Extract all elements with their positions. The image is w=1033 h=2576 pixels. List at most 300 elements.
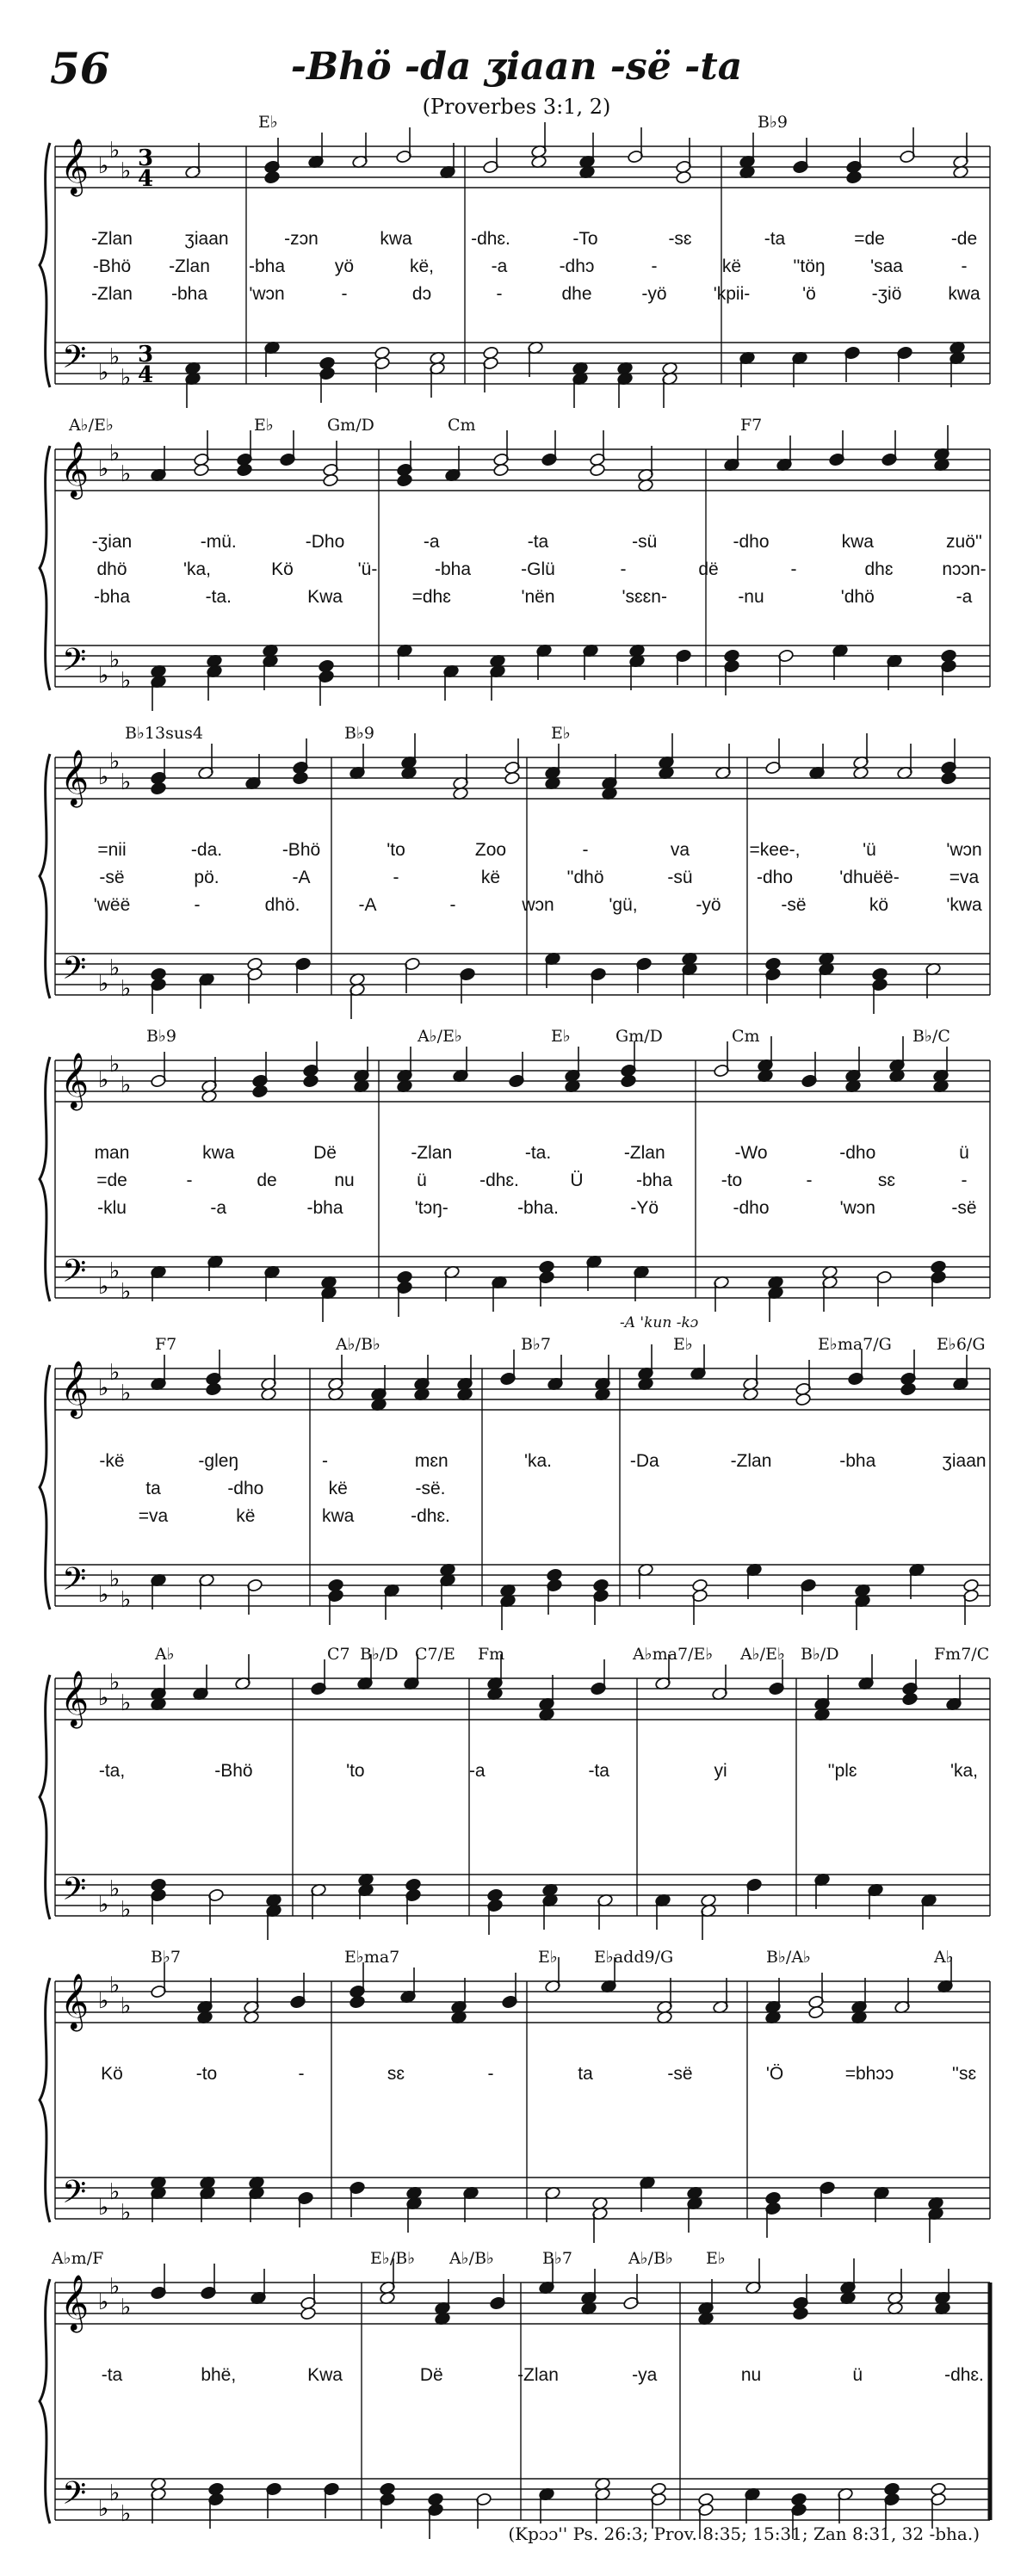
lyric-syllable: 'kpii- — [713, 284, 751, 304]
lyric-syllable: -Zlan — [411, 1143, 453, 1163]
lyric-syllable: man — [94, 1143, 130, 1163]
lyric-syllable: mɛn — [414, 1451, 448, 1471]
lyric-syllable: - — [194, 895, 201, 915]
lyric-syllable: =va — [138, 1506, 169, 1526]
lyric-syllable: =va — [949, 868, 980, 887]
key-signature-flat: ♭ — [121, 158, 132, 184]
lyric-syllable: -klu — [97, 1198, 127, 1218]
key-signature-flat: ♭ — [121, 2295, 132, 2320]
bass-clef-icon: 𝄢 — [62, 1253, 87, 1297]
lyric-syllable: -To — [572, 229, 598, 249]
chord-symbol: A♭ — [155, 1645, 175, 1664]
lyric-syllable: dhö — [96, 559, 127, 579]
lyric-syllable: =dhɛ — [411, 587, 451, 607]
lyric-syllable: ''dhö — [566, 868, 604, 887]
note-group — [150, 1962, 306, 2024]
lyric-syllable: Zoo — [474, 840, 507, 860]
note-group — [764, 1957, 953, 2024]
treble-clef-icon: 𝄞 — [60, 139, 90, 195]
lyric-syllable: 'tɔŋ- — [414, 1198, 448, 1218]
lyric-syllable: kwa — [841, 532, 874, 552]
lyric-syllable: Ü — [570, 1171, 584, 1190]
lyric-syllable: 'ka. — [523, 1451, 553, 1471]
chord-symbol: E♭ — [551, 1027, 571, 1046]
chord-symbol: B♭9 — [146, 1027, 177, 1046]
note-group — [327, 1355, 473, 1412]
note-group — [310, 1873, 421, 1924]
note-group — [739, 127, 968, 184]
lyric-syllable: 'saa — [870, 256, 903, 276]
chord-symbol: A♭/E♭ — [69, 416, 114, 435]
note-head — [792, 2307, 808, 2320]
note-head — [492, 463, 509, 477]
note-head — [589, 463, 605, 477]
system-brace — [40, 2279, 50, 2523]
key-signature-flat: ♭ — [98, 1685, 109, 1711]
key-signature-flat: ♭ — [98, 360, 109, 386]
lyric-syllable: -Bhö — [214, 1761, 253, 1781]
note-group — [482, 341, 677, 408]
note-group — [327, 1563, 455, 1625]
note-group — [349, 2181, 479, 2233]
lyric-syllable: 'ka, — [949, 1761, 979, 1781]
note-group — [764, 733, 956, 785]
lyric-syllable: -ta, — [98, 1761, 126, 1781]
chord-symbol: E♭ — [254, 416, 274, 435]
note-group — [544, 952, 697, 1004]
key-signature-flat: ♭ — [121, 2200, 132, 2226]
lyric-syllable: -bha — [93, 587, 131, 607]
note-group — [482, 122, 691, 184]
note-head — [807, 2005, 824, 2019]
lyric-syllable: kwa — [321, 1506, 355, 1526]
lyric-syllable: 'gü, — [609, 895, 638, 915]
bass-staff — [55, 1565, 990, 1606]
bass-clef-icon: 𝄢 — [62, 950, 87, 994]
lyric-syllable: -A — [358, 895, 377, 915]
chord-symbol: A♭ma7/E♭ — [633, 1645, 714, 1664]
note-group — [150, 430, 338, 487]
chord-symbol: A♭/B♭ — [336, 1335, 381, 1354]
lyric-syllable: -Zlan — [91, 229, 133, 249]
key-signature-flat: ♭ — [98, 764, 109, 790]
lyric-syllable: - — [487, 2064, 494, 2084]
note-head — [322, 473, 338, 487]
note-group — [654, 1878, 762, 1940]
lyric-syllable: - — [322, 1451, 328, 1471]
note-group — [150, 1041, 369, 1103]
note-group — [150, 738, 308, 795]
bass-staff — [55, 2479, 990, 2520]
lyric-syllable: -ta — [588, 1761, 609, 1781]
chord-symbol: Gm/D — [327, 416, 374, 435]
lyric-syllable: yö — [334, 256, 355, 276]
note-head — [205, 1382, 221, 1396]
lyric-syllable: -ʒiö — [871, 284, 902, 304]
lyric-syllable: kë — [236, 1506, 256, 1526]
lyric-syllable: =nii — [97, 840, 127, 860]
note-group — [764, 952, 941, 1014]
lyric-syllable: -së — [951, 1198, 977, 1218]
key-signature-flat: ♭ — [109, 1258, 121, 1284]
note-group — [396, 430, 653, 492]
key-signature-flat: ♭ — [109, 2179, 121, 2205]
lyric-syllable: 'dhö — [840, 587, 875, 607]
lyric-syllable: -Bhö — [92, 256, 132, 276]
note-head — [302, 1074, 319, 1088]
chord-symbol: E♭ma7/G — [818, 1335, 892, 1354]
bass-clef-icon: 𝄢 — [62, 339, 87, 383]
lyric-syllable: -bha — [839, 1451, 876, 1471]
hymn-title: -Bhö -da ʒiaan -së -ta — [290, 45, 743, 89]
lyric-syllable: -bha — [170, 284, 208, 304]
lyric-syllable: -Zlan — [623, 1143, 665, 1163]
chord-symbol: B♭9 — [344, 724, 375, 743]
note-group — [263, 127, 455, 184]
lyric-syllable: =kee-, — [749, 840, 801, 860]
key-signature-flat: ♭ — [98, 1582, 109, 1608]
key-signature-flat: ♭ — [98, 971, 109, 997]
chord-symbol: E♭ — [538, 1948, 558, 1967]
note-head — [675, 170, 691, 184]
key-signature-flat: ♭ — [109, 1973, 121, 1998]
lyric-syllable: kë — [721, 256, 742, 276]
key-signature-flat: ♭ — [121, 1993, 132, 2019]
lyric-syllable: - — [449, 895, 456, 915]
treble-clef-icon: 𝄞 — [60, 2275, 90, 2331]
key-signature-flat: ♭ — [109, 344, 121, 370]
bass-clef-icon: 𝄢 — [62, 1871, 87, 1915]
scripture-reference: (Proverbes 3:1, 2) — [422, 95, 611, 119]
system-brace — [40, 143, 50, 387]
chord-symbol: A♭/E♭ — [418, 1027, 462, 1046]
note-head — [292, 771, 308, 785]
key-signature-flat: ♭ — [109, 441, 121, 466]
lyric-syllable: ta — [578, 2064, 593, 2084]
note-head — [193, 463, 209, 477]
lyric-syllable: kwa — [202, 1143, 235, 1163]
note-head — [901, 1692, 918, 1706]
lyric-syllable: -Zlan — [730, 1451, 772, 1471]
chord-symbol: E♭ — [706, 2249, 726, 2268]
key-signature-flat: ♭ — [121, 365, 132, 391]
lyric-syllable: -a — [956, 587, 973, 607]
lyric-syllable: -sɛ — [668, 229, 692, 249]
chord-symbol: Cm — [448, 416, 476, 435]
key-signature-flat: ♭ — [121, 2501, 132, 2527]
section-mark: -A 'kun -kɔ — [620, 1314, 699, 1331]
note-group — [499, 1350, 610, 1401]
note-group — [723, 644, 956, 695]
lyric-syllable: 'wɔn — [946, 840, 982, 860]
note-group — [544, 1957, 728, 2024]
lyric-syllable: Kö — [271, 559, 294, 579]
chord-symbol: Cm — [732, 1027, 760, 1046]
key-signature-flat: ♭ — [121, 769, 132, 795]
lyric-syllable: -dho — [733, 532, 770, 552]
bass-staff — [55, 646, 990, 687]
chord-symbol: C7/E — [415, 1645, 455, 1664]
lyric-syllable: - — [620, 559, 627, 579]
lyric-syllable: -bha — [635, 1171, 673, 1190]
lyric-syllable: -ta — [527, 532, 549, 552]
key-signature-flat: ♭ — [121, 1279, 132, 1305]
chord-symbol: E♭6/G — [937, 1335, 986, 1354]
lyric-syllable: - — [806, 1171, 813, 1190]
chord-symbol: B♭13sus4 — [125, 724, 203, 743]
treble-clef-icon: 𝄞 — [60, 1671, 90, 1727]
note-group — [150, 1350, 276, 1401]
lyric-syllable: 'wɔn — [839, 1198, 875, 1218]
note-head — [396, 473, 412, 487]
lyric-syllable: nɔɔn- — [942, 559, 987, 579]
note-group — [764, 2181, 943, 2243]
key-signature-flat: ♭ — [109, 1360, 121, 1386]
chord-symbol: E♭ — [551, 724, 571, 743]
lyric-syllable: -mü. — [200, 532, 237, 552]
lyric-syllable: -ta — [101, 2365, 123, 2385]
lyric-syllable: -ya — [632, 2365, 658, 2385]
lyric-syllable: 'ü- — [357, 559, 378, 579]
lyric-syllable: -bha — [306, 1198, 343, 1218]
bass-clef-icon: 𝄢 — [62, 1561, 87, 1605]
lyric-syllable: ''sɛ — [951, 2064, 977, 2084]
hymn-number: 56 — [50, 43, 110, 94]
lyric-syllable: 'nën — [521, 587, 555, 607]
lyric-syllable: Dë — [313, 1143, 337, 1163]
lyric-syllable: - — [651, 256, 658, 276]
lyric-syllable: -yö — [641, 284, 667, 304]
chord-symbol: A♭/B♭ — [449, 2249, 495, 2268]
note-group — [813, 1654, 962, 1721]
lyric-syllable: - — [961, 1171, 968, 1190]
key-signature-flat: ♭ — [98, 663, 109, 689]
bass-clef-icon: 𝄢 — [62, 2475, 87, 2519]
note-head — [150, 781, 166, 795]
key-signature-flat: ♭ — [109, 749, 121, 775]
chord-symbol: A♭/B♭ — [628, 2249, 674, 2268]
note-head — [795, 1393, 811, 1406]
key-signature-flat: ♭ — [109, 1052, 121, 1078]
lyric-syllable: 'Ö — [765, 2064, 784, 2084]
key-signature-flat: ♭ — [121, 1587, 132, 1613]
lyric-syllable: - — [298, 2064, 305, 2084]
note-group — [739, 341, 965, 387]
chord-symbol: B♭/A♭ — [766, 1948, 812, 1967]
treble-staff — [55, 1368, 990, 1410]
chord-symbol: B♭/D — [801, 1645, 839, 1664]
chord-symbol: C7 — [327, 1645, 350, 1664]
lyric-syllable: -a — [210, 1198, 227, 1218]
lyric-syllable: -dhɛ. — [471, 229, 510, 249]
lyric-syllable: dhö. — [264, 895, 300, 915]
lyric-syllable: -sü — [632, 532, 658, 552]
lyric-syllable: sɛ — [387, 2064, 405, 2084]
lyric-syllable: -dho — [733, 1198, 770, 1218]
lyric-syllable: Kwa — [307, 2365, 343, 2385]
lyric-syllable: -A — [292, 868, 311, 887]
note-group — [150, 2264, 316, 2320]
time-signature-top: 3 — [138, 145, 154, 171]
bass-staff — [55, 1875, 990, 1916]
key-signature-flat: ♭ — [98, 1375, 109, 1401]
note-group — [150, 2477, 339, 2529]
chord-symbol: Gm/D — [615, 1027, 663, 1046]
note-group — [486, 1654, 606, 1721]
system-brace — [40, 446, 50, 690]
chord-symbol: A♭ — [934, 1948, 954, 1967]
treble-staff — [55, 1678, 990, 1720]
lyric-syllable: 'dhuëë- — [839, 868, 900, 887]
lyric-syllable: - — [790, 559, 797, 579]
key-signature-flat: ♭ — [109, 1670, 121, 1696]
note-group — [349, 1962, 517, 2024]
time-signature-top: 3 — [138, 342, 154, 368]
lyric-syllable: - — [341, 284, 348, 304]
lyric-syllable: kë — [328, 1479, 348, 1498]
note-group — [150, 2176, 313, 2227]
lyric-syllable: zuö'' — [946, 532, 982, 552]
system-brace — [40, 754, 50, 998]
key-signature-flat: ♭ — [109, 1566, 121, 1592]
key-signature-flat: ♭ — [109, 2274, 121, 2300]
lyric-syllable: -da. — [190, 840, 223, 860]
note-group — [697, 2258, 950, 2326]
lyric-syllable: -a — [423, 532, 440, 552]
key-signature-flat: ♭ — [98, 2496, 109, 2522]
chord-symbol: B♭7 — [521, 1335, 552, 1354]
note-group — [544, 2176, 702, 2243]
lyric-syllable: - — [496, 284, 503, 304]
chord-symbol: A♭m/F — [52, 2249, 104, 2268]
lyric-syllable: kwa — [948, 284, 980, 304]
lyric-syllable: dɔ — [411, 284, 432, 304]
key-signature-flat: ♭ — [121, 1690, 132, 1716]
bass-clef-icon: 𝄢 — [62, 2174, 87, 2218]
lyric-syllable: ʒiaan — [184, 229, 229, 249]
lyric-syllable: pö. — [194, 868, 220, 887]
lyric-syllable: -kë — [99, 1451, 125, 1471]
lyric-syllable: -nu — [738, 587, 764, 607]
lyric-syllable: -Yö — [630, 1198, 659, 1218]
lyric-syllable: 'to — [387, 840, 405, 860]
chord-symbol: B♭/C — [912, 1027, 950, 1046]
time-signature-bottom: 4 — [138, 166, 154, 192]
lyric-syllable: -dho — [756, 868, 794, 887]
lyric-syllable: -së. — [415, 1479, 446, 1498]
note-head — [620, 1074, 636, 1088]
lyric-syllable: bhë, — [201, 2365, 237, 2385]
lyric-syllable: de — [257, 1171, 277, 1190]
key-signature-flat: ♭ — [98, 1274, 109, 1300]
lyric-syllable: Kwa — [307, 587, 343, 607]
note-group — [499, 1568, 609, 1630]
lyric-syllable: kë, — [409, 256, 435, 276]
lyric-syllable: dhɛ — [864, 559, 894, 579]
note-group — [713, 1260, 946, 1322]
note-group — [184, 143, 201, 179]
lyric-syllable: 'to — [346, 1761, 365, 1781]
lyric-syllable: ü — [417, 1171, 427, 1190]
lyric-syllable: -Bhö — [281, 840, 321, 860]
lyric-syllable: -së — [99, 868, 125, 887]
chord-symbol: E♭ma7 — [344, 1948, 400, 1967]
key-signature-flat: ♭ — [98, 153, 109, 179]
note-head — [236, 463, 252, 477]
chord-symbol: B♭7 — [151, 1948, 182, 1967]
chord-symbol: E♭add9/G — [594, 1948, 674, 1967]
key-signature-flat: ♭ — [109, 138, 121, 164]
note-group — [544, 733, 731, 800]
treble-clef-icon: 𝄞 — [60, 750, 90, 806]
lyric-syllable: -dho — [227, 1479, 264, 1498]
note-group — [150, 1255, 337, 1322]
lyric-syllable: -zɔn — [284, 229, 319, 249]
key-signature-flat: ♭ — [121, 461, 132, 487]
lyric-syllable: -to — [195, 2064, 218, 2084]
lyric-syllable: -bha — [248, 256, 286, 276]
lyric-syllable: - — [186, 1171, 193, 1190]
lyric-syllable: -sü — [667, 868, 693, 887]
lyric-syllable: - — [393, 868, 399, 887]
note-head — [251, 1084, 268, 1098]
treble-clef-icon: 𝄞 — [60, 1361, 90, 1417]
lyric-syllable: 'kwa — [946, 895, 982, 915]
chord-symbol: B♭/D — [360, 1645, 399, 1664]
chord-symbol: B♭7 — [542, 2249, 573, 2268]
note-group — [379, 2258, 505, 2326]
lyric-syllable: - — [961, 256, 968, 276]
note-group — [349, 957, 475, 1019]
lyric-syllable: 'wɔn — [249, 284, 285, 304]
lyric-syllable: =de — [96, 1171, 127, 1190]
chord-symbol: F7 — [740, 416, 763, 435]
lyric-syllable: -Glü — [521, 559, 555, 579]
lyric-syllable: -ʒian — [91, 532, 133, 552]
lyric-syllable: -dhɛ. — [411, 1506, 450, 1526]
chord-symbol: E♭ — [258, 113, 278, 132]
lyric-syllable: -de — [950, 229, 978, 249]
lyric-syllable: -Zlan — [517, 2365, 559, 2385]
lyric-syllable: -ta. — [205, 587, 232, 607]
lyric-syllable: kö — [869, 895, 889, 915]
note-group — [150, 1573, 263, 1615]
system-brace — [40, 1978, 50, 2222]
chord-symbol: Fm — [478, 1645, 505, 1664]
key-signature-flat: ♭ — [121, 668, 132, 694]
key-signature-flat: ♭ — [109, 2480, 121, 2506]
lyric-syllable: va — [670, 840, 690, 860]
treble-clef-icon: 𝄞 — [60, 442, 90, 497]
treble-staff — [55, 1981, 990, 2023]
chord-symbol: Fm7/C — [934, 1645, 990, 1664]
lyric-syllable: wɔn — [522, 895, 554, 915]
note-group — [396, 1255, 649, 1317]
lyric-syllable: -Wo — [734, 1143, 768, 1163]
chord-symbol: F7 — [155, 1335, 177, 1354]
lyric-syllable: dhe — [561, 284, 592, 304]
lyric-syllable: 'sɛɛn- — [622, 587, 667, 607]
chord-symbol: A♭/E♭ — [740, 1645, 785, 1664]
time-signature-bottom: 4 — [138, 362, 154, 388]
lyric-syllable: -a — [468, 1761, 486, 1781]
note-group — [379, 2482, 492, 2539]
note-group — [263, 341, 445, 403]
lyric-syllable: -së — [667, 2064, 693, 2084]
lyric-syllable: nu — [740, 2365, 762, 2385]
lyric-syllable: -bha. — [517, 1198, 559, 1218]
lyric-syllable: yi — [714, 1761, 727, 1781]
